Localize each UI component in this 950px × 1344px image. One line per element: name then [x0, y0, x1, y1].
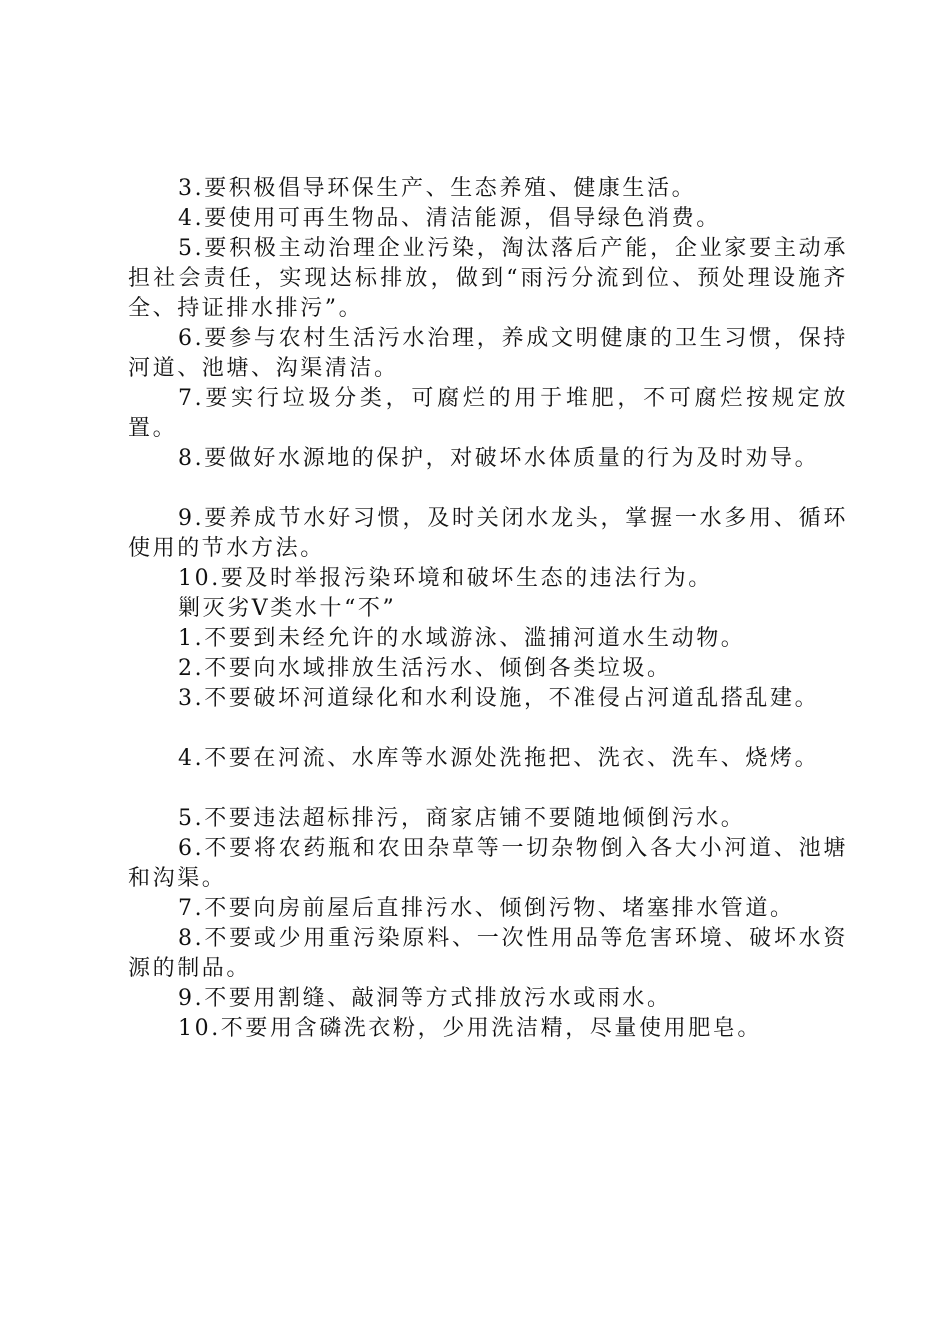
list-item: 3.要积极倡导环保生产、生态养殖、健康生活。: [178, 176, 697, 201]
list-item: 10.要及时举报污染环境和破坏生态的违法行为。: [178, 566, 713, 591]
list-item: 5.要积极主动治理企业污染，淘汰落后产能，企业家要主动承担社会责任，实现达标排放，做到“雨污分流到位、预处理设施齐全、持证排水排污”。: [128, 236, 848, 321]
list-item: 2.不要向水域排放生活污水、倾倒各类垃圾。: [178, 656, 672, 681]
list-item: 6.不要将农药瓶和农田杂草等一切杂物倒入各大小河道、池塘和沟渠。: [128, 836, 848, 891]
list-item: 9.不要用割缝、敲洞等方式排放污水或雨水。: [178, 986, 672, 1011]
list-item: 1.不要到未经允许的水域游泳、滥捕河道水生动物。: [178, 626, 746, 651]
document-body: [128, 174, 848, 1044]
list-item: 8.要做好水源地的保护，对破坏水体质量的行为及时劝导。: [178, 446, 820, 471]
list-item: 3.不要破坏河道绿化和水利设施，不准侵占河道乱搭乱建。: [178, 686, 820, 711]
section-heading: 剿灭劣V类水十“不”: [178, 596, 397, 621]
list-item: 4.不要在河流、水库等水源处洗拖把、洗衣、洗车、烧烤。: [178, 746, 820, 771]
list-item: 4.要使用可再生物品、清洁能源，倡导绿色消费。: [178, 206, 721, 231]
list-item: 7.不要向房前屋后直排污水、倾倒污物、堵塞排水管道。: [178, 896, 795, 921]
list-item: 5.不要违法超标排污，商家店铺不要随地倾倒污水。: [178, 806, 746, 831]
list-item: 8.不要或少用重污染原料、一次性用品等危害环境、破坏水资源的制品。: [128, 926, 848, 981]
list-item: 10.不要用含磷洗衣粉，少用洗洁精，尽量使用肥皂。: [178, 1016, 762, 1041]
list-item: 6.要参与农村生活污水治理，养成文明健康的卫生习惯，保持河道、池塘、沟渠清洁。: [128, 326, 848, 381]
list-item: 7.要实行垃圾分类，可腐烂的用于堆肥，不可腐烂按规定放置。: [128, 386, 848, 441]
list-item: 9.要养成节水好习惯，及时关闭水龙头，掌握一水多用、循环使用的节水方法。: [128, 506, 848, 561]
